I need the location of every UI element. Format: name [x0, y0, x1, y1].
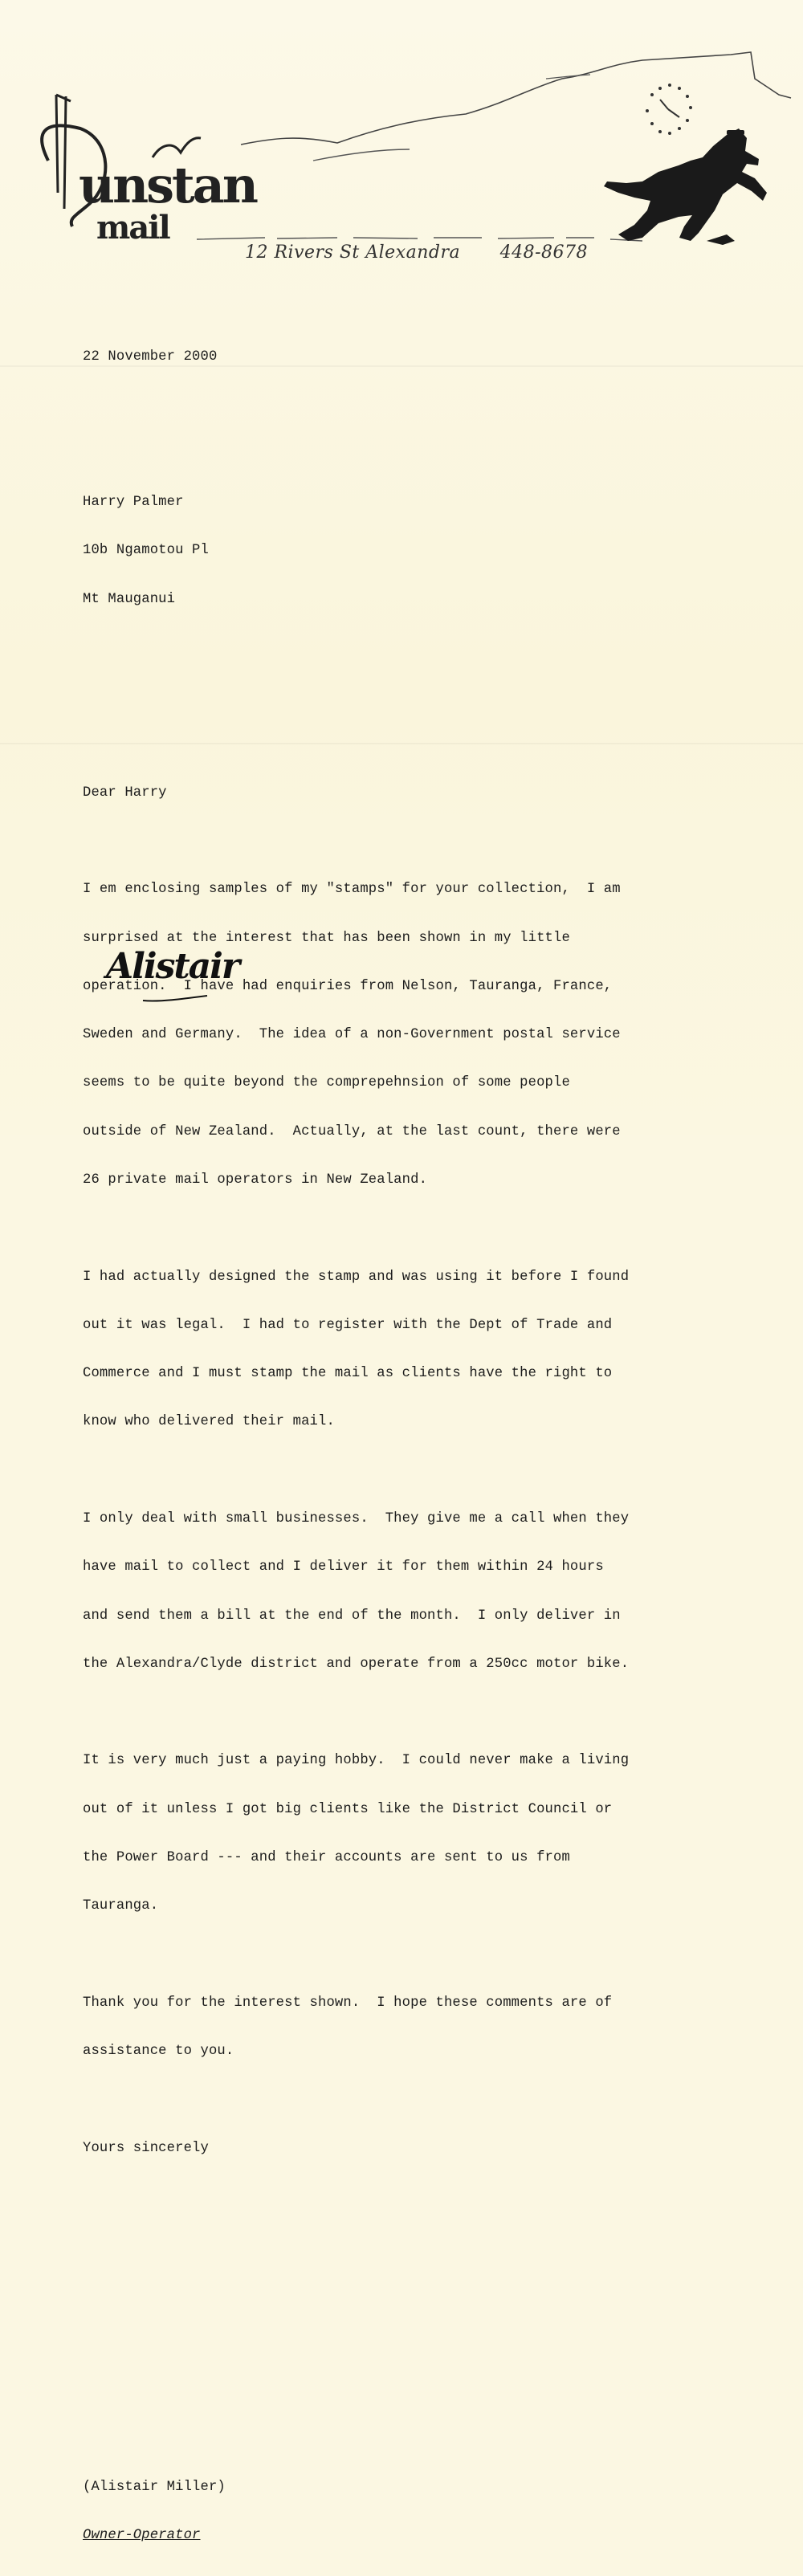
signer-role: Owner-Operator — [83, 2527, 201, 2543]
paragraph-line: I em enclosing samples of my "stamps" for your collection, I am — [83, 882, 621, 898]
paragraph-line: Tauranga. — [83, 1898, 159, 1914]
paragraph-line: and send them a bill at the end of the month. I only deliver in — [83, 1608, 621, 1624]
paragraph-line: have mail to collect and I deliver it for them within 24 hours — [83, 1559, 604, 1575]
clock-icon — [646, 84, 692, 135]
signature-flourish — [103, 938, 231, 1010]
dunstan-logo — [42, 95, 258, 247]
signer-name: (Alistair Miller) — [83, 2479, 226, 2495]
hill-line — [241, 52, 791, 145]
paragraph-line: Thank you for the interest shown. I hope these comments are of — [83, 1995, 613, 2011]
letter-date: 22 November 2000 — [83, 349, 218, 365]
paragraph-line: Sweden and Germany. The idea of a non-Government postal service — [83, 1027, 621, 1043]
logo-subtext: mail — [96, 209, 169, 247]
letter-body — [83, 317, 741, 2576]
paragraph-line: 26 private mail operators in New Zealand. — [83, 1172, 428, 1188]
paragraph-line: It is very much just a paying hobby. I could never make a living — [83, 1753, 630, 1769]
logo-text: unstan — [79, 156, 256, 214]
paragraph-line: I had actually designed the stamp and was using it before I found — [83, 1269, 630, 1285]
handwritten-signature: Alistair — [106, 946, 239, 987]
handwritten-address — [245, 243, 588, 263]
recipient-city: Mt Mauganui — [83, 591, 176, 607]
paragraph-line: the Power Board --- and their accounts are sent to us from — [83, 1849, 570, 1865]
letterhead-address: 12 Rivers St Alexandra — [245, 243, 461, 263]
letterhead-phone: 448-8678 — [499, 243, 589, 263]
road-line — [197, 238, 642, 241]
paragraph-line: surprised at the interest that has been shown in my little — [83, 930, 570, 946]
paragraph-line: assistance to you. — [83, 2044, 234, 2060]
salutation: Dear Harry — [83, 785, 167, 801]
recipient-street: 10b Ngamotou Pl — [83, 543, 209, 559]
closing: Yours sincerely — [83, 2140, 209, 2156]
paragraph-line: I only deal with small businesses. They give me a call when they — [83, 1510, 630, 1526]
paragraph-line: out it was legal. I had to register with the Dept of Trade and — [83, 1317, 613, 1333]
recipient-name: Harry Palmer — [83, 495, 184, 511]
paragraph-line: the Alexandra/Clyde district and operate from a 250cc motor bike. — [83, 1656, 630, 1672]
horse-rider-icon — [604, 128, 767, 245]
paragraph-line: operation. I have had enquiries from Nelson, Tauranga, France, — [83, 978, 613, 994]
paragraph-line: out of it unless I got big clients like the District Council or — [83, 1801, 613, 1817]
paragraph-line: seems to be quite beyond the comprepehnsion of some people — [83, 1075, 570, 1091]
paragraph-line: know who delivered their mail. — [83, 1414, 335, 1430]
paragraph-line: outside of New Zealand. Actually, at the last count, there were — [83, 1123, 621, 1139]
paragraph-line: Commerce and I must stamp the mail as clients have the right to — [83, 1366, 613, 1382]
